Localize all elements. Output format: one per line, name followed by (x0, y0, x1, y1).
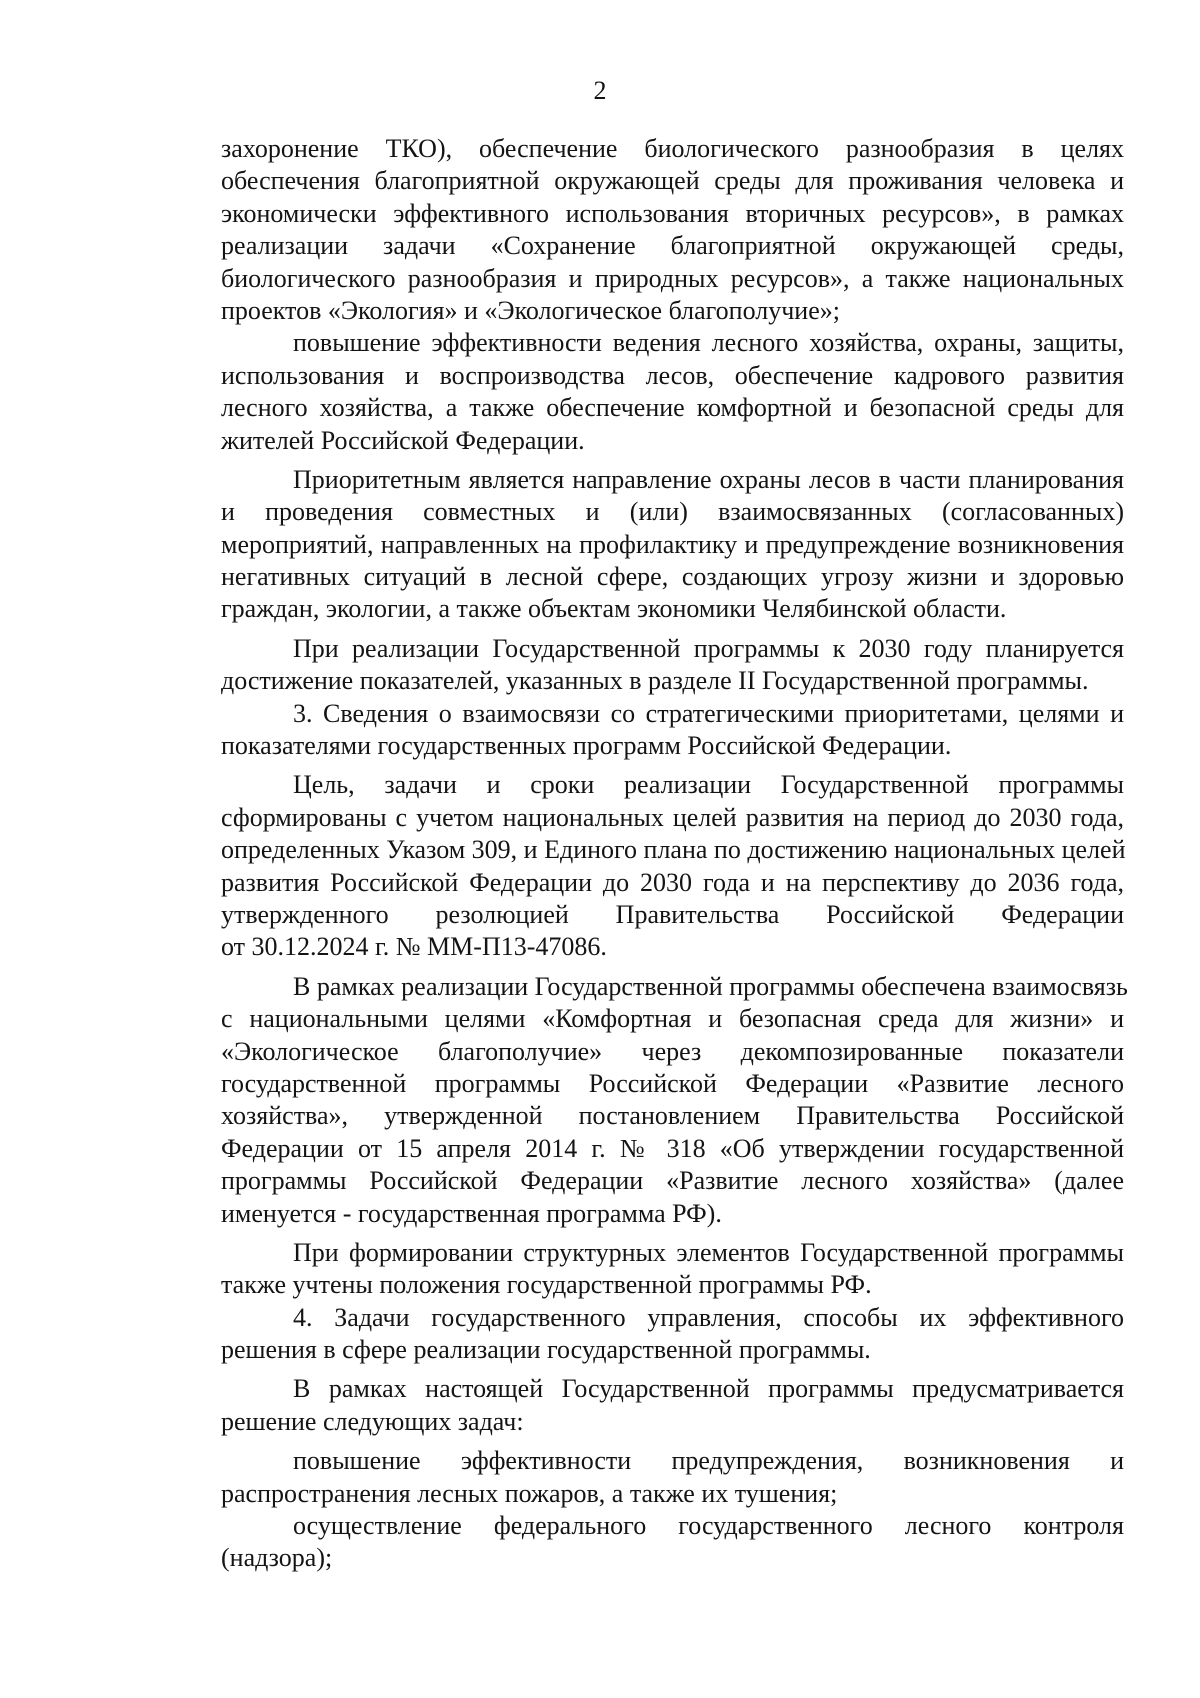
text-line: биологического разнообразия и природных ресурсов», а также национальных (221, 263, 1124, 293)
text-line: с национальными целями «Комфортная и безопасная среда для жизни» и (221, 1004, 1124, 1034)
text-line: захоронение ТКО), обеспечение биологического разнообразия в целях (221, 134, 1124, 163)
paragraph (149, 971, 1128, 1230)
text-line: также учтены положения государственной программы РФ. (221, 1270, 872, 1300)
text-line: программы Российской Федерации «Развитие лесного хозяйства» (далее (221, 1166, 1124, 1196)
text-line: В рамках реализации Государственной программы обеспечена взаимосвязь (293, 971, 1128, 1001)
text-line: Федерации от 15 апреля 2014 г. № 318 «Об утверждении государственной (221, 1133, 1124, 1163)
paragraph (149, 698, 1124, 763)
text-line: реализации задачи «Сохранение благоприятной окружающей среды, (221, 231, 1124, 261)
text-line: (надзора); (221, 1543, 333, 1573)
page-number: 2 (593, 76, 607, 105)
text-line: негативных ситуаций в лесной сфере, создающих угрозу жизни и здоровью (221, 562, 1124, 592)
text-line: 4. Задачи государственного управления, способы их эффективного (293, 1302, 1124, 1332)
paragraph (149, 1237, 1124, 1302)
text-line: Приоритетным является направление охраны лесов в части планирования (293, 464, 1124, 494)
text-line: 3. Сведения о взаимосвязи со стратегическими приоритетами, целями и (293, 698, 1124, 728)
document-body (149, 133, 1128, 1575)
text-line: государственной программы Российской Федерации «Развитие лесного (221, 1068, 1124, 1098)
text-line: граждан, экологии, а также объектам экономики Челябинской области. (221, 594, 1007, 624)
paragraph (149, 1445, 1124, 1510)
text-line: определенных Указом 309, и Единого плана по достижению национальных целей (221, 835, 1126, 865)
text-line: решения в сфере реализации государственной программы. (221, 1335, 871, 1365)
text-line: распространения лесных пожаров, а также их тушения; (221, 1478, 838, 1508)
text-line: При реализации Государственной программы к 2030 году планируется (293, 633, 1124, 663)
text-line: повышение эффективности ведения лесного хозяйства, охраны, защиты, (293, 328, 1124, 358)
text-line: В рамках настоящей Государственной программы предусматривается (293, 1374, 1124, 1404)
text-line: осуществление федерального государственного лесного контроля (293, 1511, 1124, 1541)
text-line: использования и воспроизводства лесов, обеспечение кадрового развития (221, 360, 1124, 390)
text-line: достижение показателей, указанных в разделе II Государственной программы. (221, 666, 1089, 696)
paragraph (149, 1510, 1124, 1575)
paragraph (149, 464, 1124, 626)
text-line: Цель, задачи и сроки реализации Государственной программы (293, 770, 1124, 800)
text-line: повышение эффективности предупреждения, возникновения и (293, 1446, 1124, 1476)
text-line: «Экологическое благополучие» через декомпозированные показатели (221, 1036, 1124, 1066)
paragraph (149, 1373, 1124, 1438)
text-line: экономически эффективного использования вторичных ресурсов», в рамках (221, 198, 1124, 228)
text-line: и проведения совместных и (или) взаимосвязанных (согласованных) (221, 497, 1124, 527)
text-line: лесного хозяйства, а также обеспечение комфортной и безопасной среды для (221, 393, 1124, 423)
text-line: мероприятий, направленных на профилактику и предупреждение возникновения (221, 529, 1124, 559)
text-line: проектов «Экология» и «Экологическое благополучие»; (221, 295, 840, 325)
paragraph (149, 633, 1124, 698)
paragraph (149, 1302, 1124, 1367)
text-line: именуется - государственная программа РФ). (221, 1198, 722, 1228)
text-line: хозяйства», утвержденной постановлением Правительства Российской (221, 1101, 1124, 1131)
text-line: сформированы с учетом национальных целей развития на период до 2030 года, (221, 802, 1124, 832)
text-line: развития Российской Федерации до 2030 года и на перспективу до 2036 года, (221, 867, 1124, 897)
paragraph (149, 769, 1124, 963)
text-line: обеспечения благоприятной окружающей среды для проживания человека и (221, 166, 1124, 196)
text-line: решение следующих задач: (221, 1406, 524, 1436)
text-line: от 30.12.2024 г. № ММ-П13-47086. (221, 932, 607, 962)
text-line: утвержденного резолюцией Правительства Российской Федерации (221, 899, 1124, 929)
paragraph (149, 327, 1124, 457)
text-line: При формировании структурных элементов Государственной программы (293, 1237, 1124, 1267)
paragraph (149, 133, 1124, 327)
text-line: показателями государственных программ Российской Федерации. (221, 731, 952, 761)
text-line: жителей Российской Федерации. (221, 425, 585, 455)
